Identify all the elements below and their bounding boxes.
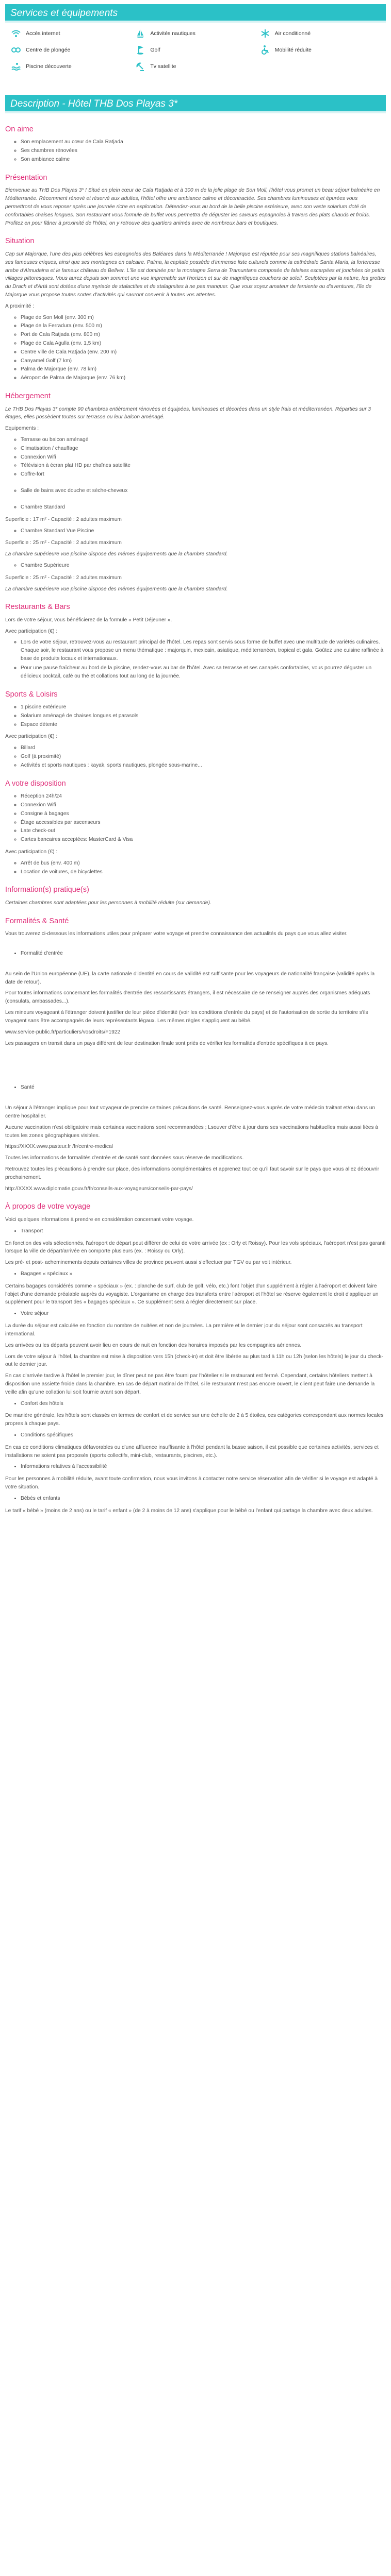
section-title-disposition: A votre disposition bbox=[5, 779, 66, 788]
section-title-infos: Information(s) pratique(s) bbox=[5, 886, 89, 894]
apropos-p: De manière générale, les hôtels sont classés en termes de confort et de service sur une échelle de 2 à 5 étoiles, ces catégories correspondant aux normes locales propres à chaque pays. bbox=[5, 1413, 384, 1427]
list-item: • Votre séjour bbox=[21, 1310, 386, 1318]
apropos-p: En cas de conditions climatiques défavorables ou d'une affluence insuffisante à l'hôtel pendant la basse saison, il est possible que certaines activités, services et installations ne soient pas proposés (sports collectifs, mini-club, restaurants, piscines, etc.). bbox=[5, 1444, 379, 1459]
apropos-p: En cas d'arrivée tardive à l'hôtel le premier jour, le dîner peut ne pas être fourni par l'hôtelier si le restaurant est fermé. Cependant, certains hôteliers mettent à disposition une assiette froide dans la chambre. En cas de départ matinal de l'hôtel, si le restaurant n'est pas encore ouvert, le client peut faire une demande la veille afin qu'une collation lui soit fournie avant son départ. bbox=[5, 1373, 375, 1395]
list-item: • Conditions spécifiques bbox=[21, 1431, 386, 1439]
service-label: Mobilité réduite bbox=[274, 46, 312, 53]
room-note: La chambre supérieure vue piscine dispose des mêmes équipements que la chambre standard. bbox=[5, 551, 228, 557]
list-item: ◦ Réception 24h/24 bbox=[21, 792, 386, 801]
list-item: ◦ 1 piscine extérieure bbox=[21, 703, 386, 711]
list-item: ◦ Salle de bains avec douche et sèche-cheveux bbox=[21, 487, 386, 495]
formalites-link2[interactable]: https://XXXX.www.pasteur.fr /fr/centre-medical bbox=[5, 1144, 113, 1150]
formalites-p5: Un séjour à l'étranger implique pour tout voyageur de prendre certaines précautions de santé. Renseignez-vous auprès de votre médecin traitant et/ou dans un centre hospitalier. bbox=[5, 1105, 376, 1119]
wifi-icon bbox=[10, 28, 22, 39]
room-superior bbox=[21, 562, 386, 570]
list-item: ◦ Late check-out bbox=[21, 827, 386, 835]
list-item: ◦ Étage accessibles par ascenseurs bbox=[21, 819, 386, 827]
description-title: Description - Hôtel THB Dos Playas 3* bbox=[10, 98, 178, 109]
list-item: ◦ Pour une pause fraîcheur au bord de la piscine, rendez-vous au bar de l'hôtel. Avec sa terrasse et ses canapés confortables, vous pourrez déguster un délicieux cocktail, café ou thé et collations tout au long de la journée. bbox=[21, 664, 386, 681]
list-item: ◦ Aéroport de Palma de Majorque (env. 76 km) bbox=[21, 374, 386, 382]
list-item: ◦ Plage de la Ferradura (env. 500 m) bbox=[21, 322, 386, 330]
formalites-p3: Les mineurs voyageant à l'étranger doivent justifier de leur pièce d'identité (voir les conditions d'entrée du pays) et de l'autorisation de sortie du territoire s'ils voyagent sans être accompagnés de leurs représentants légaux. Les mêmes règles s'appliquent au bébé. bbox=[5, 1010, 368, 1024]
list-item: ◦ Palma de Majorque (env. 78 km) bbox=[21, 365, 386, 374]
list-item: ◦ Location de voitures, de bicyclettes bbox=[21, 868, 386, 876]
restaurants-label: Avec participation (€) : bbox=[5, 628, 58, 634]
apropos-p: La durée du séjour est calculée en fonction du nombre de nuitées et non de journées. La première et le dernier jour du séjour sont consacrés au transport international. bbox=[5, 1323, 363, 1337]
list-item: ◦ Canyamel Golf (7 km) bbox=[21, 357, 386, 365]
service-label: Golf bbox=[150, 46, 160, 53]
service-label: Activités nautiques bbox=[150, 30, 196, 37]
list-item: ◦ Connexion Wifi bbox=[21, 801, 386, 809]
list-item: ◦ Télévision à écran plat HD par chaînes satellite bbox=[21, 462, 386, 470]
air-conditioning-icon bbox=[259, 28, 271, 39]
list-item: ◦ Lors de votre séjour, retrouvez-vous au restaurant principal de l'hôtel. Les repas sont servis sous forme de buffet avec une multitude de variétés culinaires. Chaque soir, le restaurant vous propose un menu thématique : majorquin, mexicain, asiatique, méditerranéen, tropical et gala. Goûtez une cuisine raffinée à base de produits locaux et internationaux. bbox=[21, 638, 386, 663]
formalites-health bbox=[21, 1083, 386, 1092]
list-item: • Bagages « spéciaux » bbox=[21, 1270, 386, 1278]
section-title-presentation: Présentation bbox=[5, 173, 47, 182]
formalites-p8: Retrouvez toutes les précautions à prendre sur place, des informations complémentaires et apprenez tout ce qu'il faut savoir sur le pays que vous allez découvrir prochainement. bbox=[5, 1166, 380, 1180]
formalites-p4: Les passagers en transit dans un pays différent de leur destination finale sont priés de vérifier les formalités d'entrée spécifiques à ce pays. bbox=[5, 1040, 329, 1046]
section-title-apropos: À propos de votre voyage bbox=[5, 1202, 91, 1211]
room-info: Superficie : 25 m² - Capacité : 2 adultes maximum bbox=[5, 540, 122, 546]
list-item: ◦ Plage de Cala Agulla (env. 1,5 km) bbox=[21, 340, 386, 348]
description-banner bbox=[5, 95, 386, 113]
hebergement-text: Le THB Dos Playas 3* compte 90 chambres entièrement rénovées et équipées, lumineuses et décorées dans un style frais et méditerranéen. Réparties sur 3 étages, elles possèdent toutes sur terrasse ou leur balcon aménagé. bbox=[5, 406, 371, 420]
restaurants-intro: Lors de votre séjour, vous bénéficierez de la formule « Petit Déjeuner ». bbox=[5, 617, 172, 623]
services-title: Services et équipements bbox=[10, 8, 118, 19]
service-ac bbox=[259, 28, 384, 39]
list-item: • Bébés et enfants bbox=[21, 1495, 386, 1503]
list-item: ◦ Espace détente bbox=[21, 721, 386, 729]
list-item: ◦ Climatisation / chauffage bbox=[21, 445, 386, 453]
section-title-sports: Sports & Loisirs bbox=[5, 690, 58, 699]
section-title-restaurants: Restaurants & Bars bbox=[5, 603, 70, 612]
apropos-confort bbox=[21, 1400, 386, 1408]
service-label: Accès internet bbox=[26, 30, 60, 37]
formalites-link3[interactable]: http://XXXX.www.diplomatie.gouv.fr/fr/conseils-aux-voyageurs/conseils-par-pays/ bbox=[5, 1185, 193, 1192]
proximity-list bbox=[21, 314, 386, 383]
service-tv bbox=[135, 61, 259, 72]
formalites-p7: Toutes les informations de formalités d'entrée et de santé sont données sous réserve de modifications. bbox=[5, 1155, 244, 1161]
situation-text: Cap sur Majorque, l'une des plus célèbres îles espagnoles des Baléares dans la Méditerranée ! Majorque est réputée pour ses magnifiques stations balnéaires, ses fameuses criques, ainsi que ses montagnes en calcaire. Palma, la capitale possède d'immense liste culturels comme la cathédrale Santa Maria, la forteresse arabe d'Almudaina et le fameux château de Bellver. L'île est dominée par la montagne Serra de Tramuntana composée de falaises escarpées et jonchées de petits villages pittoresques. Vous aurez depuis son sommet une vue imprenable sur l'horizon et sur de magnifiques couchers de soleil. Sculptées par la nature, les grottes du Drach et d'Artà sont dotées d'une myriade de stalactites et de stalagmites à ne pas manquer. Que vous soyez amateur de farniente ou d'aventures, l'île de Majorque vous propose toutes sortes d'activités qui sauront convenir à toutes vos attentes. bbox=[5, 251, 386, 298]
room-info: Superficie : 25 m² - Capacité : 2 adultes maximum bbox=[5, 574, 122, 581]
apropos-p: Pour les personnes à mobilité réduite, avant toute confirmation, nous vous invitons à contacter notre service réservation afin de vérifier si le voyage est adapté à votre situation. bbox=[5, 1476, 378, 1490]
restaurants-list bbox=[21, 638, 386, 680]
service-label: Centre de plongée bbox=[26, 46, 71, 53]
satellite-tv-icon bbox=[135, 61, 146, 72]
room-name: ◦ Chambre Standard bbox=[21, 503, 386, 512]
section-title-hebergement: Hébergement bbox=[5, 392, 51, 401]
sailboat-icon bbox=[135, 28, 146, 39]
list-item: ◦ Coffre-fort bbox=[21, 470, 386, 479]
formalites-entry bbox=[21, 950, 386, 958]
section-title-situation: Situation bbox=[5, 237, 35, 246]
services-grid bbox=[5, 23, 386, 74]
apropos-p: Les arrivées ou les départs peuvent avoir lieu en cours de nuit en fonction des horaires imposés par les compagnies aériennes. bbox=[5, 1342, 302, 1348]
apropos-bagages bbox=[21, 1270, 386, 1278]
room-name: ◦ Chambre Standard Vue Piscine bbox=[21, 527, 386, 535]
list-item: ◦ Activités et sports nautiques : kayak, sports nautiques, plongée sous-marine... bbox=[21, 761, 386, 770]
list-item: • Formalité d'entrée bbox=[21, 950, 386, 958]
apropos-p: Le tarif « bébé » (moins de 2 ans) ou le tarif « enfant » (de 2 à moins de 12 ans) s'applique pour le bébé ou l'enfant qui partage la chambre avec deux adultes. bbox=[5, 1507, 373, 1514]
formalites-p6: Aucune vaccination n'est obligatoire mais certaines vaccinations sont recommandées ; Lsouver d'être à jour dans ses vaccinations habituelles mais aussi liées à toutes les zones géographiques visitées. bbox=[5, 1124, 379, 1139]
apropos-infos bbox=[21, 1463, 386, 1471]
apropos-p: Certains bagages considérés comme « spéciaux » (ex. : planche de surf, club de golf, vélo, etc.) font l'objet d'un supplément à régler à l'aéroport et doivent faire l'objet d'une demande préalable auprès du voyagiste. L'organisme en charge des transferts entre l'aéroport et l'hôtel se réserve également le droit d'appliquer un supplément pour le transport des « bagages spéciaux ». Ce supplément sera à régler directement sur place. bbox=[5, 1283, 379, 1306]
section-title-on-aime: On aime bbox=[5, 125, 34, 133]
golf-icon bbox=[135, 44, 146, 56]
list-item: ◦ Connexion Wifi bbox=[21, 453, 386, 462]
room-standard-pool bbox=[21, 527, 386, 535]
equipements-label: Equipements : bbox=[5, 426, 39, 432]
list-item: ◦ Solarium aménagé de chaises longues et parasols bbox=[21, 712, 386, 720]
sports-list bbox=[21, 703, 386, 728]
wheelchair-icon bbox=[259, 44, 271, 56]
list-item: • Transport bbox=[21, 1227, 386, 1235]
sports-paid-list bbox=[21, 744, 386, 769]
apropos-intro: Voici quelques informations à prendre en considération concernant votre voyage. bbox=[5, 1216, 194, 1223]
list-item: ◦ Ses chambres rénovées bbox=[21, 147, 386, 155]
formalites-p2: Pour toutes informations concernant les formalités d'entrée des ressortissants étrangers, il est nécessaire de se renseigner auprès des organismes adéquats (consulats, ambassades...). bbox=[5, 990, 370, 1005]
apropos-p: Les pré- et post- acheminements depuis certaines villes de province peuvent aussi s'effectuer par TGV ou par voit intérieur. bbox=[5, 1260, 292, 1266]
infos-text: Certaines chambres sont adaptées pour les personnes à mobilité réduite (sur demande). bbox=[5, 900, 211, 906]
disposition-list bbox=[21, 792, 386, 844]
formalites-p1: Au sein de l'Union européenne (UE), la carte nationale d'identité en cours de validité est suffisante pour les voyageurs de nationalité française (validité après la date de retour). bbox=[5, 971, 375, 985]
list-item: ◦ Golf (à proximité) bbox=[21, 753, 386, 761]
service-nautical bbox=[135, 28, 259, 39]
apropos-p: En fonction des vols sélectionnés, l'aéroport de départ peut différer de celui de votre arrivée (ex : Orly et Roissy). Pour les vols spéciaux, l'aéroport n'est pas garanti lorsque la ville de départ/arrivée en comporte plusieurs (ex. : Roissy ou Orly). bbox=[5, 1240, 386, 1255]
pool-icon bbox=[10, 61, 22, 72]
room-name: ◦ Chambre Supérieure bbox=[21, 562, 386, 570]
disposition-label: Avec participation (€) : bbox=[5, 849, 58, 855]
section-title-formalites: Formalités & Santé bbox=[5, 917, 69, 925]
equipements-list bbox=[21, 436, 386, 479]
service-label: Piscine découverte bbox=[26, 63, 72, 70]
room-standard bbox=[21, 503, 386, 512]
service-label: Air conditionné bbox=[274, 30, 311, 37]
room-note: La chambre supérieure vue piscine dispose des mêmes équipements que la chambre standard. bbox=[5, 586, 228, 592]
formalites-link1[interactable]: www.service-public.fr/particuliers/vosdroits/F1922 bbox=[5, 1029, 121, 1035]
apropos-transport bbox=[21, 1227, 386, 1235]
service-mobility bbox=[259, 44, 384, 56]
sports-label: Avec participation (€) : bbox=[5, 734, 58, 740]
list-item: • Santé bbox=[21, 1083, 386, 1092]
apropos-sejour bbox=[21, 1310, 386, 1318]
list-item: ◦ Cartes bancaires acceptées: MasterCard & Visa bbox=[21, 836, 386, 844]
service-diving bbox=[10, 44, 135, 56]
presentation-text: Bienvenue au THB Dos Playas 3* ! Situé en plein cœur de Cala Ratjada et à 300 m de la jolie plage de Son Moll, l'hôtel vous promet un beau séjour balnéaire en Méditerranée. Récemment rénové et réservé aux adultes, l'hôtel offre une ambiance calme et décontractée. Ses chambres lumineuses et épurées vous permettront de vous reposer après une journée riche en exploration. Détendez-vous au bord de la belle piscine extérieure, avec son vaste solarium doté de confortables chaises longues. Son restaurant vous formule de buffet vous permettra de déguster les saveurs espagnoles à travers des plats chauds et froids. Profitez en pour flâner à proximité de l'hôtel, on y retrouve des quartiers animés avec de nombreux bars et boutiques. bbox=[5, 188, 380, 226]
list-item: • Informations relatives à l'accessibilité bbox=[21, 1463, 386, 1471]
list-item: ◦ Centre ville de Cala Ratjada (env. 200 m) bbox=[21, 348, 386, 357]
list-item: ◦ Terrasse ou balcon aménagé bbox=[21, 436, 386, 444]
list-item: ◦ Billard bbox=[21, 744, 386, 752]
service-label: Tv satellite bbox=[150, 63, 176, 70]
service-golf bbox=[135, 44, 259, 56]
list-item: ◦ Plage de Son Moll (env. 300 m) bbox=[21, 314, 386, 322]
list-item: ◦ Consigne à bagages bbox=[21, 810, 386, 818]
equipements-list-2 bbox=[21, 487, 386, 495]
apropos-conditions bbox=[21, 1431, 386, 1439]
apropos-p: Lors de votre séjour à l'hôtel, la chambre est mise à disposition vers 15h (check-in) et doit être libérée au plus tard à 11h ou 12h (selon les hôtels) le jour du check-out le dernier jour. bbox=[5, 1353, 383, 1368]
service-internet bbox=[10, 28, 135, 39]
services-banner bbox=[5, 4, 386, 23]
apropos-bebes bbox=[21, 1495, 386, 1503]
room-info: Superficie : 17 m² - Capacité : 2 adultes maximum bbox=[5, 516, 122, 522]
diving-icon bbox=[10, 44, 22, 56]
on-aime-list bbox=[21, 138, 386, 163]
disposition-paid-list bbox=[21, 859, 386, 876]
list-item: ◦ Son ambiance calme bbox=[21, 156, 386, 164]
formalites-intro: Vous trouverez ci-dessous les informations utiles pour préparer votre voyage et prendre connaissance des actualités du pays que vous allez visiter. bbox=[5, 931, 348, 937]
list-item: ◦ Arrêt de bus (env. 400 m) bbox=[21, 859, 386, 868]
proximity-label: A proximité : bbox=[5, 303, 35, 309]
list-item: • Confort des hôtels bbox=[21, 1400, 386, 1408]
service-pool bbox=[10, 61, 135, 72]
list-item: ◦ Port de Cala Ratjada (env. 800 m) bbox=[21, 331, 386, 339]
list-item: ◦ Son emplacement au cœur de Cala Ratjada bbox=[21, 138, 386, 146]
